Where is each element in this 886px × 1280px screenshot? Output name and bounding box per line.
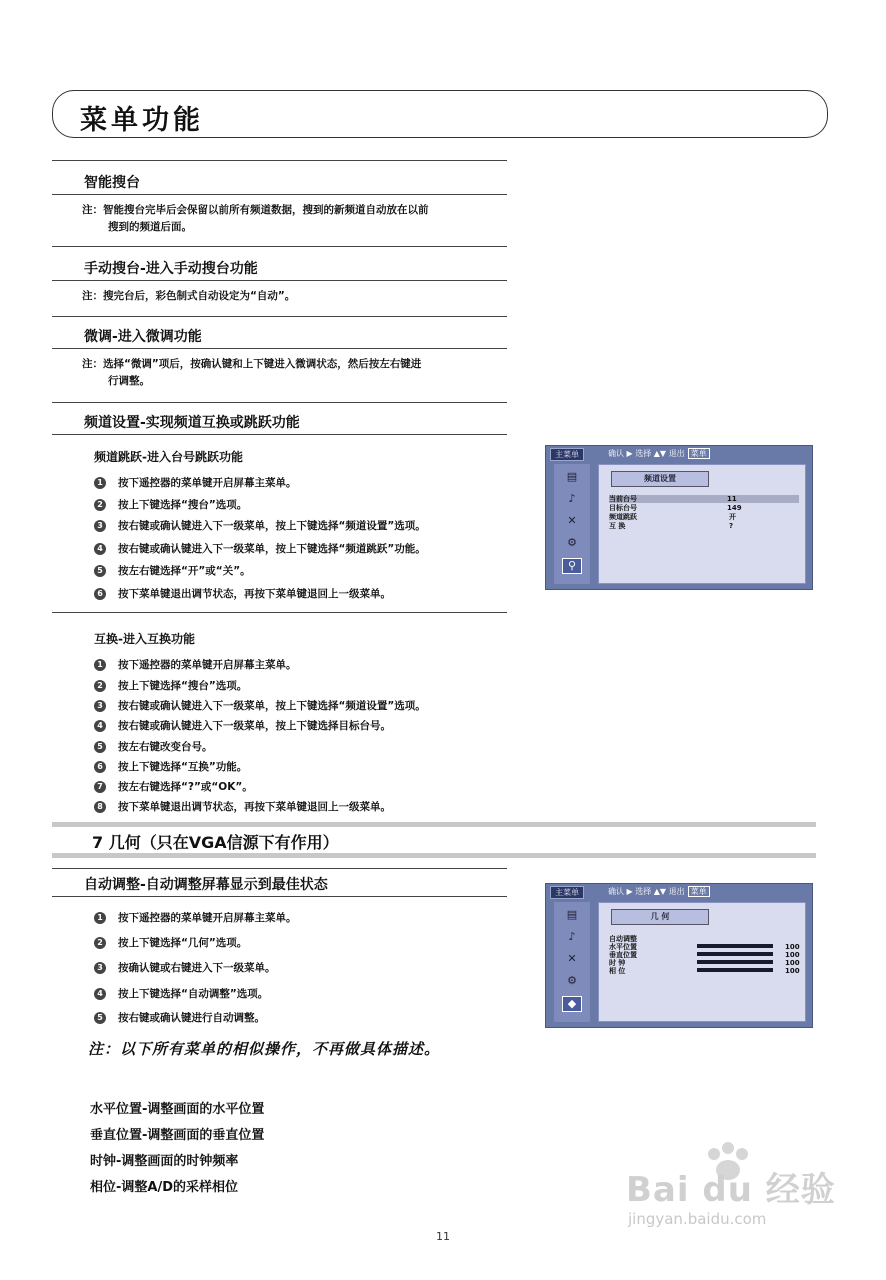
step-text: 按左右键改变台号。	[118, 741, 213, 753]
step-text: 按确认键或右键进入下一级菜单。	[118, 962, 276, 974]
menu-hint-button: 菜单	[688, 448, 710, 459]
note-fine-tune	[82, 356, 502, 390]
step-item	[94, 910, 297, 925]
geometry-item: 相位-调整A/D的采样相位	[90, 1180, 238, 1195]
settings-icon: ⚙	[567, 974, 577, 987]
note-line: 行调整。	[108, 375, 150, 387]
section-title-geometry: 7 几何（只在VGA信源下有作用）	[92, 833, 339, 852]
step-number-icon: 6	[94, 588, 106, 600]
menu-hint	[608, 886, 710, 897]
menu-sidebar	[554, 464, 590, 584]
tv-menu-geometry	[545, 883, 813, 1028]
step-item	[94, 739, 213, 754]
menu-row-value: 11	[727, 495, 737, 503]
step-number-icon: 5	[94, 1012, 106, 1024]
step-text: 按右键或确认键进入下一级菜单，按上下键选择“频道跳跃”功能。	[118, 543, 426, 555]
divider	[52, 160, 507, 161]
menu-row-label: 互 换	[609, 522, 626, 530]
settings-icon: ⚙	[567, 536, 577, 549]
menu-row-value: 开	[729, 513, 736, 521]
menu-hint-text: 确认 ▶ 选择 ▲▼ 退出	[608, 887, 685, 896]
section-title-fine-tune: 微调-进入微调功能	[84, 329, 202, 345]
section-title-manual-search: 手动搜台-进入手动搜台功能	[84, 261, 258, 277]
step-item	[94, 759, 247, 774]
note-smart-search	[82, 202, 502, 236]
note-line: 注：选择“微调”项后，按确认键和上下键进入微调状态，然后按左右键进	[82, 358, 422, 370]
tools-icon: ✕	[567, 952, 577, 965]
tools-icon: ✕	[567, 514, 577, 527]
step-item	[94, 518, 426, 533]
step-item	[94, 935, 247, 950]
section-title-smart-search: 智能搜台	[84, 175, 140, 191]
menu-row	[609, 522, 799, 530]
tv-menu-channel-setting	[545, 445, 813, 590]
menu-hint	[608, 448, 710, 459]
subsection-title-channel-skip: 频道跳跃-进入台号跳跃功能	[94, 450, 243, 464]
divider	[52, 316, 507, 317]
step-text: 按下遥控器的菜单键开启屏幕主菜单。	[118, 659, 297, 671]
note-line: 注：智能搜台完毕后会保留以前所有频道数据，搜到的新频道自动放在以前	[82, 204, 429, 216]
step-item	[94, 475, 297, 490]
divider	[52, 194, 507, 195]
step-text: 按右键或确认键进入下一级菜单，按上下键选择目标台号。	[118, 720, 391, 732]
search-icon: ⚲	[562, 558, 582, 574]
step-item	[94, 586, 391, 601]
step-text: 按上下键选择“搜台”选项。	[118, 680, 248, 692]
sound-icon: ♪	[568, 492, 576, 505]
divider	[52, 434, 507, 435]
menu-sidebar	[554, 902, 590, 1022]
step-text: 按上下键选择“搜台”选项。	[118, 499, 248, 511]
menu-row-label: 目标台号	[609, 504, 637, 512]
menu-content	[598, 902, 806, 1022]
step-item	[94, 698, 426, 713]
step-text: 按右键或确认键进入下一级菜单，按上下键选择“频道设置”选项。	[118, 520, 426, 532]
step-item	[94, 986, 268, 1001]
step-number-icon: 2	[94, 680, 106, 692]
geometry-item: 水平位置-调整画面的水平位置	[90, 1102, 265, 1117]
subsection-title-swap: 互换-进入互换功能	[94, 632, 195, 646]
menu-title: 几 何	[611, 909, 709, 925]
page-title: 菜单功能	[80, 105, 204, 136]
level-bar	[697, 952, 773, 956]
step-text: 按上下键选择“几何”选项。	[118, 937, 248, 949]
subsection-title-auto-adjust: 自动调整-自动调整屏幕显示到最佳状态	[84, 877, 328, 893]
step-number-icon: 3	[94, 520, 106, 532]
section-band	[52, 853, 816, 858]
step-item	[94, 718, 391, 733]
step-item	[94, 779, 253, 794]
step-number-icon: 6	[94, 761, 106, 773]
step-item	[94, 678, 247, 693]
watermark-brand: Bai du 经验	[626, 1170, 836, 1210]
menu-row-value: 100	[785, 959, 800, 967]
menu-row	[609, 495, 799, 503]
geometry-item: 时钟-调整画面的时钟频率	[90, 1154, 239, 1169]
divider	[52, 348, 507, 349]
step-number-icon: 5	[94, 565, 106, 577]
step-number-icon: 1	[94, 912, 106, 924]
menu-row	[609, 513, 799, 521]
step-number-icon: 7	[94, 781, 106, 793]
page-number: 11	[436, 1230, 450, 1243]
menu-hint-text: 确认 ▶ 选择 ▲▼ 退出	[608, 449, 685, 458]
divider	[52, 896, 507, 897]
step-number-icon: 2	[94, 937, 106, 949]
menu-row-label: 相 位	[609, 967, 626, 975]
section-band	[52, 822, 816, 827]
divider	[52, 612, 507, 613]
step-text: 按上下键选择“互换”功能。	[118, 761, 248, 773]
menu-row-label: 时 钟	[609, 959, 626, 967]
step-number-icon: 4	[94, 988, 106, 1000]
step-number-icon: 3	[94, 700, 106, 712]
step-number-icon: 5	[94, 741, 106, 753]
menu-row-value: 100	[785, 943, 800, 951]
step-item	[94, 799, 391, 814]
menu-content	[598, 464, 806, 584]
menu-hint-button: 菜单	[688, 886, 710, 897]
step-text: 按下遥控器的菜单键开启屏幕主菜单。	[118, 477, 297, 489]
menu-row-value: 149	[727, 504, 742, 512]
step-item	[94, 541, 426, 556]
step-number-icon: 2	[94, 499, 106, 511]
step-item	[94, 657, 297, 672]
step-number-icon: 3	[94, 962, 106, 974]
step-text: 按左右键选择“?”或“OK”。	[118, 781, 253, 793]
menu-row	[609, 935, 799, 943]
geometry-item: 垂直位置-调整画面的垂直位置	[90, 1128, 265, 1143]
menu-row	[609, 504, 799, 512]
menu-row-label: 垂直位置	[609, 951, 637, 959]
step-item	[94, 1010, 265, 1025]
level-bar	[697, 960, 773, 964]
step-text: 按上下键选择“自动调整”选项。	[118, 988, 269, 1000]
step-text: 按右键或确认键进行自动调整。	[118, 1012, 265, 1024]
step-number-icon: 4	[94, 543, 106, 555]
divider	[52, 280, 507, 281]
step-item	[94, 497, 247, 512]
menu-row-value: 100	[785, 951, 800, 959]
watermark-url: jingyan.baidu.com	[628, 1210, 767, 1228]
menu-tab-main: 主菜单	[550, 448, 584, 461]
note-line: 搜到的频道后面。	[108, 221, 192, 233]
step-text: 按下菜单键退出调节状态，再按下菜单键退回上一级菜单。	[118, 588, 391, 600]
geometry-icon: ◆	[562, 996, 582, 1012]
menu-row-label: 频道跳跃	[609, 513, 637, 521]
note-manual-search: 注：搜完台后，彩色制式自动设定为“自动”。	[82, 290, 296, 302]
step-text: 按左右键选择“开”或“关”。	[118, 565, 251, 577]
sound-icon: ♪	[568, 930, 576, 943]
step-text: 按下遥控器的菜单键开启屏幕主菜单。	[118, 912, 297, 924]
step-number-icon: 1	[94, 477, 106, 489]
menu-row-label: 自动调整	[609, 935, 637, 943]
divider	[52, 402, 507, 403]
step-text: 按下菜单键退出调节状态，再按下菜单键退回上一级菜单。	[118, 801, 391, 813]
step-item	[94, 563, 251, 578]
step-number-icon: 4	[94, 720, 106, 732]
step-text: 按右键或确认键进入下一级菜单，按上下键选择“频道设置”选项。	[118, 700, 426, 712]
picture-icon: ▤	[566, 908, 578, 921]
picture-icon: ▤	[566, 470, 578, 483]
menu-title: 频道设置	[611, 471, 709, 487]
level-bar	[697, 944, 773, 948]
menu-row-value: ?	[729, 522, 734, 530]
section-title-channel-setting: 频道设置-实现频道互换或跳跃功能	[84, 415, 300, 431]
step-number-icon: 1	[94, 659, 106, 671]
note-general: 注：以下所有菜单的相似操作，不再做具体描述。	[88, 1040, 441, 1058]
menu-tab-main: 主菜单	[550, 886, 584, 899]
step-item	[94, 960, 276, 975]
menu-row-label: 当前台号	[609, 495, 637, 503]
step-number-icon: 8	[94, 801, 106, 813]
menu-row-value: 100	[785, 967, 800, 975]
menu-row-label: 水平位置	[609, 943, 637, 951]
level-bar	[697, 968, 773, 972]
divider	[52, 868, 507, 869]
divider	[52, 246, 507, 247]
